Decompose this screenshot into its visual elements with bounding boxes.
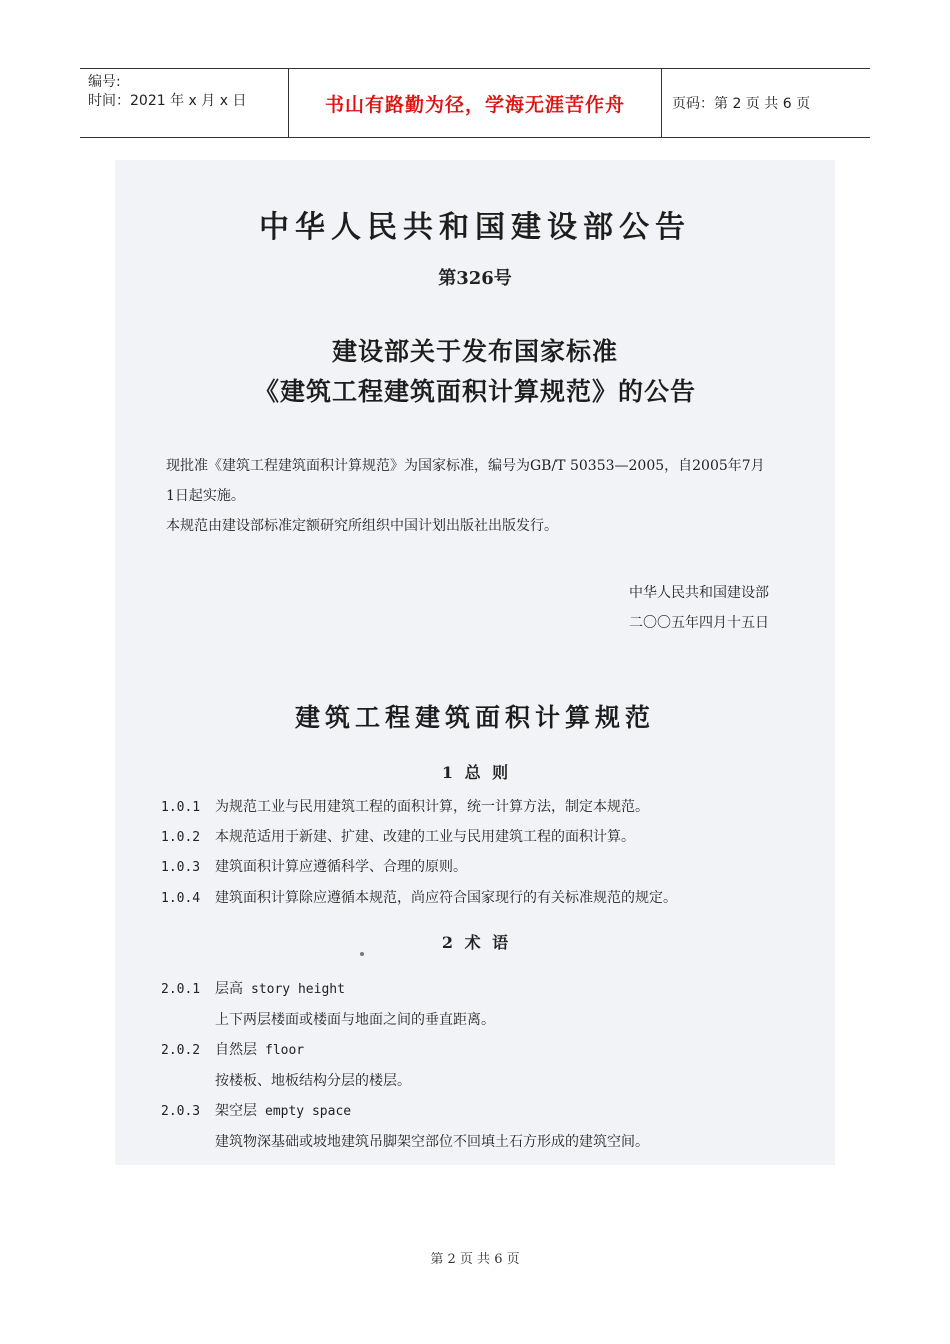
- clause-number: 1.0.1: [161, 800, 201, 815]
- term-description: 上下两层楼面或楼面与地面之间的垂直距离。: [215, 1012, 495, 1028]
- term-item: [161, 1100, 351, 1120]
- clause-number: 1.0.3: [161, 860, 201, 875]
- term-english: empty space: [265, 1104, 352, 1119]
- clause-text: 建筑面积计算应遵循科学、合理的原则。: [215, 859, 467, 875]
- term-name: 自然层: [215, 1042, 257, 1058]
- clause-text: 本规范适用于新建、扩建、改建的工业与民用建筑工程的面积计算。: [215, 829, 635, 845]
- clause-text: 建筑面积计算除应遵循本规范，尚应符合国家现行的有关标准规范的规定。: [215, 890, 677, 906]
- term-item: [161, 978, 345, 998]
- time-label: 时间：2021 年 x 月 x 日: [88, 93, 247, 109]
- notice-subtitle-line2: 《建筑工程建筑面积计算规范》的公告: [253, 377, 696, 406]
- notice-paragraph-1-line1: 现批准《建筑工程建筑面积计算规范》为国家标准，编号为GB/T 50353—2005，自2005年7月: [166, 458, 765, 474]
- term-number: 2.0.1: [161, 982, 201, 997]
- section-2-title: 2 术 语: [441, 933, 509, 952]
- term-number: 2.0.3: [161, 1104, 201, 1119]
- clause-item: [161, 887, 677, 907]
- section-1-title: 1 总 则: [441, 763, 509, 782]
- term-english: floor: [265, 1043, 305, 1058]
- clause-item: [161, 796, 649, 816]
- term-name: 架空层: [215, 1103, 257, 1119]
- clause-number: 1.0.4: [161, 891, 201, 906]
- term-number: 2.0.2: [161, 1043, 201, 1058]
- page-footer: 第 2 页 共 6 页: [430, 1252, 520, 1267]
- header-meta: [80, 69, 288, 137]
- page-header: [80, 68, 870, 138]
- clause-number: 1.0.2: [161, 830, 201, 845]
- standard-title: 建筑工程建筑面积计算规范: [294, 703, 655, 732]
- notice-signer: 中华人民共和国建设部: [629, 585, 769, 601]
- term-item: [161, 1039, 304, 1059]
- header-motto: 书山有路勤为径，学海无涯苦作舟: [288, 69, 662, 137]
- scanned-document: [115, 160, 835, 1165]
- notice-subtitle-line1: 建设部关于发布国家标准: [331, 337, 618, 366]
- term-english: story height: [251, 982, 345, 997]
- notice-title: 中华人民共和国建设部公告: [259, 210, 691, 245]
- notice-paragraph-2: 本规范由建设部标准定额研究所组织中国计划出版社出版发行。: [166, 518, 558, 534]
- notice-date: 二〇〇五年四月十五日: [629, 615, 769, 631]
- clause-text: 为规范工业与民用建筑工程的面积计算，统一计算方法，制定本规范。: [215, 799, 649, 815]
- scan-speck: [360, 952, 364, 956]
- term-name: 层高: [215, 981, 243, 997]
- notice-number: 第326号: [438, 268, 512, 289]
- header-page-info: 页码：第 2 页 共 6 页: [672, 96, 811, 112]
- code-label: 编号:: [88, 74, 121, 90]
- notice-paragraph-1-line2: 1日起实施。: [166, 488, 245, 504]
- term-description: 按楼板、地板结构分层的楼层。: [215, 1073, 411, 1089]
- clause-item: [161, 826, 635, 846]
- term-description: 建筑物深基础或坡地建筑吊脚架空部位不回填土石方形成的建筑空间。: [215, 1134, 649, 1150]
- clause-item: [161, 856, 467, 876]
